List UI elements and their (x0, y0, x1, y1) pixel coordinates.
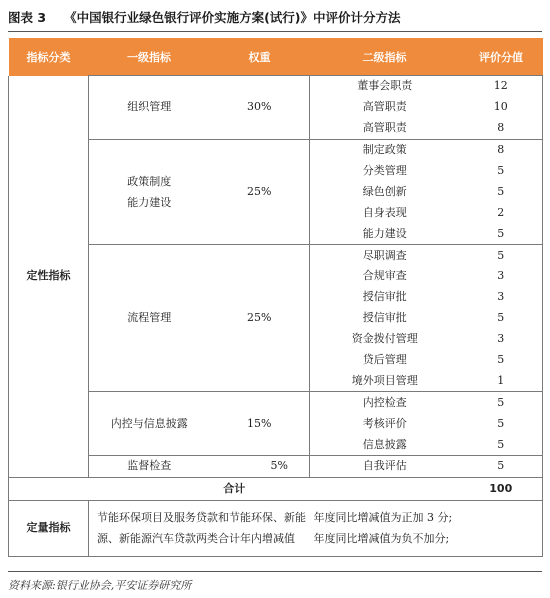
score-cell: 5 (460, 434, 543, 455)
table-row (9, 392, 543, 413)
quantitative-rule-line: 年度同比增减值为正加 3 分; (313, 511, 453, 525)
table-row (9, 456, 543, 478)
quantitative-category-cell: 定量指标 (9, 500, 89, 556)
total-row (9, 477, 543, 500)
header-second-index: 二级指标 (310, 38, 460, 76)
score-cell: 3 (460, 329, 543, 350)
qualitative-category-cell: 定性指标 (9, 76, 89, 478)
table-header-row (9, 38, 543, 76)
first-index-cell: 内控与信息披露 (89, 392, 210, 456)
score-cell: 5 (460, 181, 543, 202)
score-cell: 5 (460, 413, 543, 434)
weight-cell (210, 456, 310, 478)
quantitative-description (89, 500, 310, 556)
score-cell: 5 (460, 245, 543, 266)
first-index-cell: 流程管理 (89, 245, 210, 392)
table-row (9, 139, 543, 160)
second-index-cell: 能力建设 (362, 226, 407, 240)
source-note: 资料来源:银行业协会,平安证券研究所 (8, 579, 192, 592)
first-index-cell: 组织管理 (89, 76, 210, 140)
bottom-rule (8, 571, 542, 572)
figure-number: 图表 3 (8, 10, 47, 25)
second-index-cell: 资金拨付管理 (351, 332, 418, 346)
weight-cell: 25% (210, 139, 310, 244)
second-index-cell: 合规审查 (362, 269, 407, 283)
table-row (9, 76, 543, 97)
first-index-cell (89, 139, 210, 244)
second-index-cell: 自我评估 (310, 456, 460, 478)
second-index-cell: 自身表现 (362, 205, 407, 219)
score-cell: 3 (460, 266, 543, 287)
score-cell: 12 (460, 76, 543, 97)
table-row (9, 245, 543, 266)
second-index-cell: 分类管理 (362, 164, 407, 177)
score-cell: 5 (460, 308, 543, 329)
second-index-cell: 考核评价 (362, 416, 407, 430)
second-index-cell: 贷后管理 (362, 353, 407, 367)
first-index-cell: 监督检查 (89, 456, 210, 478)
score-cell: 5 (460, 392, 543, 413)
top-rule (8, 31, 542, 32)
second-index-cell: 授信审批 (362, 311, 407, 325)
header-category: 指标分类 (9, 38, 89, 76)
score-cell: 8 (460, 139, 543, 160)
score-cell: 5 (460, 161, 543, 182)
score-cell: 5 (460, 223, 543, 244)
total-value: 100 (460, 477, 543, 500)
quantitative-rule (310, 500, 543, 556)
second-index-cell: 制定政策 (310, 139, 460, 160)
header-first-index: 一级指标 (89, 38, 210, 76)
figure-caption: 《中国银行业绿色银行评价实施方案(试行)》中评价计分方法 (64, 10, 401, 25)
score-cell: 3 (460, 287, 543, 308)
score-cell: 2 (460, 202, 543, 223)
figure-title (8, 8, 401, 26)
header-score: 评价分值 (460, 38, 543, 76)
first-index-line: 政策制度 (127, 174, 172, 188)
score-cell: 5 (460, 350, 543, 371)
quantitative-description-line: 节能环保项目及服务贷款和节能环保、新能 (97, 511, 306, 525)
header-weight: 权重 (210, 38, 310, 76)
weight-cell: 25% (210, 245, 310, 392)
second-index-cell: 绿色创新 (362, 184, 407, 198)
quantitative-row (9, 500, 543, 556)
second-index-cell: 内控检查 (310, 392, 460, 413)
score-cell: 1 (460, 370, 543, 391)
second-index-cell: 信息披露 (362, 437, 407, 451)
second-index-cell: 高管职责 (362, 100, 407, 114)
first-index-line: 能力建设 (127, 195, 172, 209)
total-label: 合计 (9, 477, 460, 500)
weight-value: 5% (270, 459, 288, 473)
score-cell: 8 (460, 118, 543, 139)
score-cell: 10 (460, 97, 543, 118)
weight-cell: 15% (210, 392, 310, 456)
second-index-cell: 董事会职责 (310, 76, 460, 97)
quantitative-description-line: 源、新能源汽车贷款两类合计年内增减值 (97, 532, 295, 546)
second-index-cell: 授信审批 (362, 290, 407, 304)
quantitative-rule-line: 年度同比增减值为负不加分; (313, 532, 450, 546)
score-cell: 5 (460, 456, 543, 478)
weight-cell: 30% (210, 76, 310, 140)
second-index-cell: 境外项目管理 (351, 373, 418, 387)
second-index-cell: 高管职责 (362, 121, 407, 135)
scoring-table (8, 38, 543, 557)
second-index-cell: 尽职调查 (310, 245, 460, 266)
